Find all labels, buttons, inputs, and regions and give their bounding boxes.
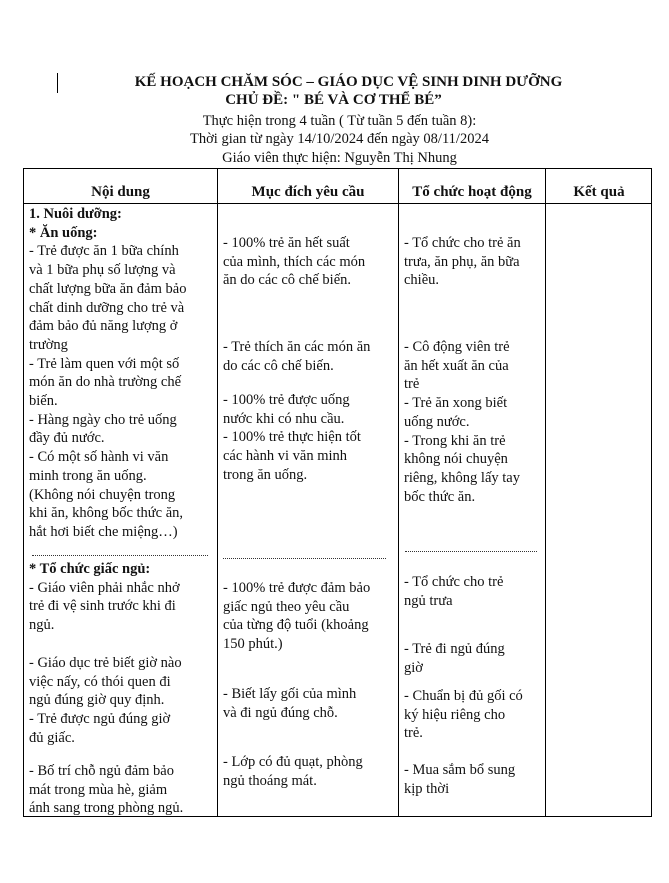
text-line: 150 phút.) <box>223 636 283 653</box>
text-line: giờ <box>404 659 423 676</box>
eating-title: * Ăn uống: <box>29 224 98 241</box>
text-line: ngủ trưa <box>404 592 453 609</box>
text-line: - Trẻ thích ăn các món ăn <box>223 339 371 355</box>
text-line: - 100% trẻ ăn hết suất <box>223 235 350 251</box>
text-line: kịp thời <box>404 780 450 797</box>
goal-water-manners <box>223 391 361 485</box>
sleep-content-c <box>29 762 183 818</box>
header-muc-dich: Mục đích yêu cầu <box>251 184 365 200</box>
activity-nap <box>404 573 503 610</box>
activity-meals <box>404 234 521 290</box>
text-line: - Giáo dục trẻ biết giờ nào <box>29 655 182 671</box>
text-line: nước khi có nhu cầu. <box>223 410 345 427</box>
text-line: ngủ thoáng mát. <box>223 772 317 789</box>
text-line: riêng, không lấy tay <box>404 469 520 486</box>
text-line: món ăn do nhà trường chế <box>29 374 182 391</box>
cell-sleep <box>29 560 180 635</box>
eating-content <box>29 242 186 541</box>
plan-title: KẾ HOẠCH CHĂM SÓC – GIÁO DỤC VỆ SINH DINH DƯỠNG <box>134 74 563 90</box>
text-line: - Tổ chức cho trẻ <box>404 574 504 590</box>
activity-purchase <box>404 761 515 798</box>
goal-like-food <box>223 338 370 375</box>
text-line: - Trong khi ăn trẻ <box>404 432 506 449</box>
text-line: - Mua sắm bổ sung <box>404 762 516 778</box>
text-line: chất dinh dưỡng cho trẻ và <box>29 299 185 316</box>
text-line: minh trong ăn uống. <box>29 467 147 484</box>
text-line: trẻ. <box>404 725 423 742</box>
text-line: trường <box>29 336 68 353</box>
activity-encourage <box>404 338 520 506</box>
text-line: - Chuẩn bị đủ gối có <box>404 688 523 704</box>
text-line: (Không nói chuyện trong <box>29 486 176 503</box>
text-line: - Biết lấy gối của mình <box>223 686 357 702</box>
text-line: ăn hết xuất ăn của <box>404 357 509 374</box>
text-line: bốc thức ăn. <box>404 488 476 505</box>
teacher-line: Giáo viên thực hiện: Nguyễn Thị Nhung <box>222 150 457 166</box>
text-line: - Lớp có đủ quạt, phòng <box>223 754 363 770</box>
header-ket-qua: Kết quả <box>573 184 625 200</box>
text-line: không nói chuyện <box>404 451 508 468</box>
goal-eat-portion <box>223 234 365 290</box>
column-divider <box>545 169 546 816</box>
section-title: 1. Nuôi dưỡng: <box>29 206 122 222</box>
date-range-line: Thời gian từ ngày 14/10/2024 đến ngày 08/11/2024 <box>190 131 489 147</box>
text-line: và 1 bữa phụ số lượng và <box>29 262 176 279</box>
goal-pillow <box>223 685 356 722</box>
text-line: và đi ngủ đúng chỗ. <box>223 704 338 721</box>
text-line: - Cô động viên trẻ <box>404 339 510 355</box>
text-line: ký hiệu riêng cho <box>404 706 506 723</box>
text-line: biến. <box>29 393 58 410</box>
goal-sleep-time <box>223 579 370 654</box>
text-line: đầy đủ nước. <box>29 430 105 447</box>
header-to-chuc: Tổ chức hoạt động <box>412 184 532 200</box>
text-line: trẻ <box>404 376 420 393</box>
text-line: - Tổ chức cho trẻ ăn <box>404 235 521 251</box>
text-line: - Hàng ngày cho trẻ uống <box>29 411 177 428</box>
goal-ventilation <box>223 753 363 790</box>
sleep-title: * Tổ chức giấc ngủ: <box>29 561 151 577</box>
text-line: chất lượng bữa ăn đảm bảo <box>29 280 187 297</box>
text-line: - Trẻ ăn xong biết <box>404 395 508 412</box>
text-line: khi ăn, không bốc thức ăn, <box>29 505 184 522</box>
text-line: - Trẻ được ngủ đúng giờ <box>29 711 171 728</box>
text-line: trong ăn uống. <box>223 466 308 483</box>
text-line: ngủ đúng giờ quy định. <box>29 692 165 709</box>
text-line: - Trẻ đi ngủ đúng <box>404 641 505 657</box>
activity-pillows <box>404 687 523 743</box>
sleep-content-b <box>29 654 182 748</box>
text-line: - Trẻ được ăn 1 bữa chính <box>29 243 179 260</box>
text-line: do các cô chế biến. <box>223 357 334 374</box>
text-line: trẻ đi vệ sinh trước khi đi <box>29 598 176 615</box>
text-line: - Giáo viên phải nhắc nhở <box>29 579 180 596</box>
text-line: việc nấy, có thói quen đi <box>29 673 171 690</box>
text-line: - Trẻ làm quen với một số <box>29 355 180 372</box>
text-line: trưa, ăn phụ, ăn bữa <box>404 253 520 270</box>
text-line: uống nước. <box>404 413 470 430</box>
column-divider <box>398 169 399 816</box>
text-line: - 100% trẻ được đảm bảo <box>223 580 371 596</box>
text-line: ánh sang trong phòng ngủ. <box>29 800 184 817</box>
text-line: ngủ. <box>29 617 55 634</box>
text-line: chiều. <box>404 272 440 289</box>
text-line: của từng độ tuổi (khoảng <box>223 617 369 634</box>
text-line: các hành vi văn minh <box>223 448 348 465</box>
dotted-separator <box>405 551 537 552</box>
text-line: đảm bảo đủ năng lượng ở <box>29 318 178 335</box>
dotted-separator <box>223 558 386 559</box>
text-line: - Bố trí chỗ ngủ đảm bảo <box>29 763 174 779</box>
sleep-content-a <box>29 579 180 635</box>
topic-title: CHỦ ĐỀ: " BÉ VÀ CƠ THỂ BÉ” <box>225 92 442 108</box>
text-line: - 100% trẻ được uống <box>223 392 350 408</box>
text-line: hắt hơi biết che miệng…) <box>29 523 178 540</box>
header-row-divider <box>24 203 651 204</box>
text-line: của mình, thích các món <box>223 253 366 270</box>
text-line: - Có một số hành vi văn <box>29 449 169 466</box>
text-line: giấc ngủ theo yêu cầu <box>223 598 350 615</box>
dotted-separator <box>32 555 208 556</box>
text-line: - 100% trẻ thực hiện tốt <box>223 429 361 446</box>
header-noi-dung: Nội dung <box>91 184 150 200</box>
cell-nuoi-duong <box>29 205 186 542</box>
column-divider <box>217 169 218 816</box>
text-line: ăn do các cô chế biến. <box>223 272 352 289</box>
activity-sleep-on-time <box>404 640 505 677</box>
plan-table <box>23 168 652 817</box>
duration-line: Thực hiện trong 4 tuần ( Từ tuần 5 đến tuần 8): <box>202 113 477 129</box>
text-line: mát trong mùa hè, giảm <box>29 781 168 798</box>
text-line: đủ giấc. <box>29 729 75 746</box>
